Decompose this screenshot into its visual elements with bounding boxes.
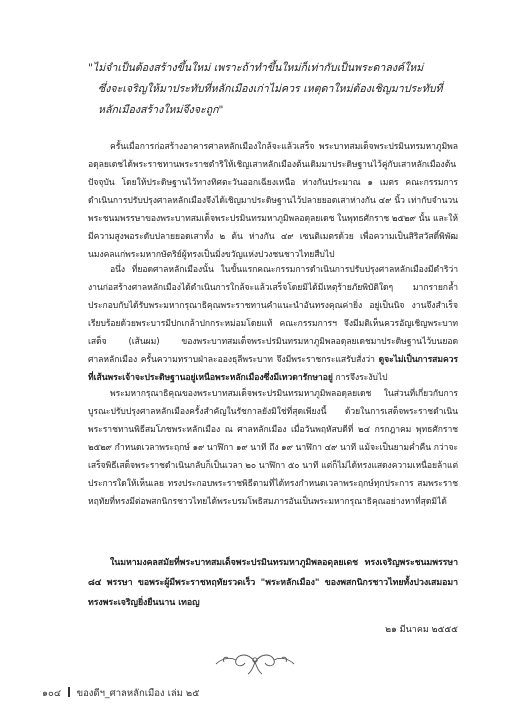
paragraph-1 — [88, 138, 458, 264]
closing-blessing-text: ในมหามงคลสมัยที่พระบาทสมเด็จพระปรมินทรมหาภูมิพลอดุลยเดช ทรงเจริญพระชนมพรรษา ๘๔ พรรษา ขอพระผู้มีพระราชหฤทัยรวดเร็ว "พระหลักเมือง" ของพสกนิกรชาวไทยทั้งปวงเสมอมา ทรงพระเจริญยิ่งยืนนาน เทอญ — [88, 558, 458, 608]
page-footer — [42, 686, 199, 701]
closing-blessing — [88, 553, 458, 613]
quote-line-3: หลักเมืองสร้างใหม่จึงจะถูก" — [98, 104, 224, 116]
paragraph-2 — [88, 261, 458, 387]
paragraph-2-text: อนึ่ง ที่ยอดศาลหลักเมืองนั้น ในขั้นแรกคณะกรรมการดำเนินการปรับปรุงศาลหลักเมืองมีดำริว่า งานก่อสร้างศาลหลักเมืองได้ดำเนินการใกล้จะแล้วเสร็จโดยมิได้มีเหตุร้ายภัยพิบัติใดๆ มากรายกล้ำ ประกอบกับได้รับพระมหากรุณาธิคุณพระราชทานคำแนะนำอันทรงคุณค่ายิ่ง อยู่เป็นนิจ งานจึงสำเร็จเรียบร้อยด้วยพระบารมีปกเกล้าปกกระหม่อมโดยแท้ คณะกรรมการฯ จึงมีมติเห็นควรอัญเชิญพระบาทเสด็จ (เส้นผม) ของพระบาทสมเด็จพระปรมินทรมหาภูมิพลอดุลยเดชมาประดิษฐานไว้บนยอดศาลหลักเมือง ครั้นความทราบฝ่าละอองธุลีพระบาท จึงมีพระราชกระแสรับสั่งว่า ดูจะไม่เป็นการสมควรที่เส้นพระเจ้าจะประดิษฐานอยู่เหนือพระหลักเมืองซึ่งมีเทวดารักษาอยู่ การจึงระงับไป — [88, 265, 458, 383]
royal-quote — [88, 58, 448, 121]
quote-line-2: ซึ่งจะเจริญให้มาประทับที่หลักเมืองเก่าไม่ควร เหตุดาใหม่ต้องเชิญมาประทับที่ — [98, 83, 443, 95]
paragraph-3-text: พระมหากรุณาธิคุณของพระบาทสมเด็จพระปรมินทรมหาภูมิพลอดุลยเดช ในส่วนที่เกี่ยวกับการบูรณะปรับปรุงศาลหลักเมืองครั้งสำคัญในรัชกาลยังมิใช่ที่สุดเพียงนี้ ด้วยในการเสด็จพระราชดำเนินพระราชทานพิธีสมโภชพระหลักเมือง ณ ศาลหลักเมือง เมื่อวันพฤหัสบดีที่ ๒๔ กรกฎาคม พุทธศักราช ๒๕๒๙ กำหนดเวลาพระฤกษ์ ๑๙ นาฬิกา ๑๙ นาที ถึง ๑๙ นาฬิกา ๔๙ นาที แม้จะเป็นยามค่ำคืน กว่าจะเสร็จพิธีเสด็จพระราชดำเนินกลับก็เป็นเวลา ๒๐ นาฬิกา ๕๐ นาที แต่ก็ไม่ได้ทรงแสดงความเหนื่อยล้าแต่ประการใดให้เห็นเลย ทรงประกอบพระราชพิธีตามที่ได้ทรงกำหนดเวลาพระฤกษ์ทุกประการ สมพระราชหฤทัยที่ทรงมีต่อพสกนิกรชาวไทยได้พระบรมโพธิสมภารอันเป็นพระมหากรุณาธิคุณอย่างหาที่สุดมิได้ — [88, 389, 458, 507]
footer-divider — [68, 687, 70, 697]
signature-date: ๒๑ มีนาคม ๒๕๕๕ — [385, 625, 458, 635]
publication-title: ของดีฯ_ศาลหลักเมือง เล่ม ๒๕ — [76, 688, 200, 699]
paragraph-3 — [88, 385, 458, 511]
page-number: ๑๐๔ — [42, 688, 62, 699]
paragraph-1-text: ครั้นเมื่อการก่อสร้างอาคารศาลหลักเมืองใกล้จะแล้วเสร็จ พระบาทสมเด็จพระปรมินทรมหาภูมิพลอดุลยเดชได้พระราชทานพระราชดำริให้เชิญเสาหลักเมืองต้นเดิมมาประดิษฐานไว้คู่กับเสาหลักเมืองต้นปัจจุบัน โดยให้ประดิษฐานไว้ทางทิศตะวันออกเฉียงเหนือ ห่างกันประมาณ ๑ เมตร คณะกรรมการดำเนินการปรับปรุงศาลหลักเมืองจึงได้เชิญมาประดิษฐานไว้ปลายยอดเสาห่างกัน ๔๙ นิ้ว เท่ากับจำนวนพระชนมพรรษาของพระบาทสมเด็จพระปรมินทรมหาภูมิพลอดุลยเดช ในพุทธศักราช ๒๕๒๙ นั้น และให้มีความสูงพอระดับปลายยอดเสาทั้ง ๒ ต้น ห่างกัน ๔๙ เซนติเมตรด้วย เพื่อความเป็นสิริสวัสดิ์พิพัฒนมงคลแก่พระมหากษัตริย์ผู้ทรงเป็นมิ่งขวัญแห่งปวงชนชาวไทยสืบไป — [88, 142, 458, 260]
quote-line-1: "ไม่จำเป็นต้องสร้างขึ้นใหม่ เพราะถ้าทำขึ้นใหม่ก็เท่ากับเป็นพระดาลงค์ใหม่ — [88, 62, 424, 74]
royal-remark-emphasis: ดูจะไม่เป็นการสมควรที่เส้นพระเจ้าจะประดิษฐานอยู่เหนือพระหลักเมืองซึ่งมีเทวดารักษาอยู่ — [88, 355, 458, 383]
floral-ornament-icon — [212, 648, 298, 676]
